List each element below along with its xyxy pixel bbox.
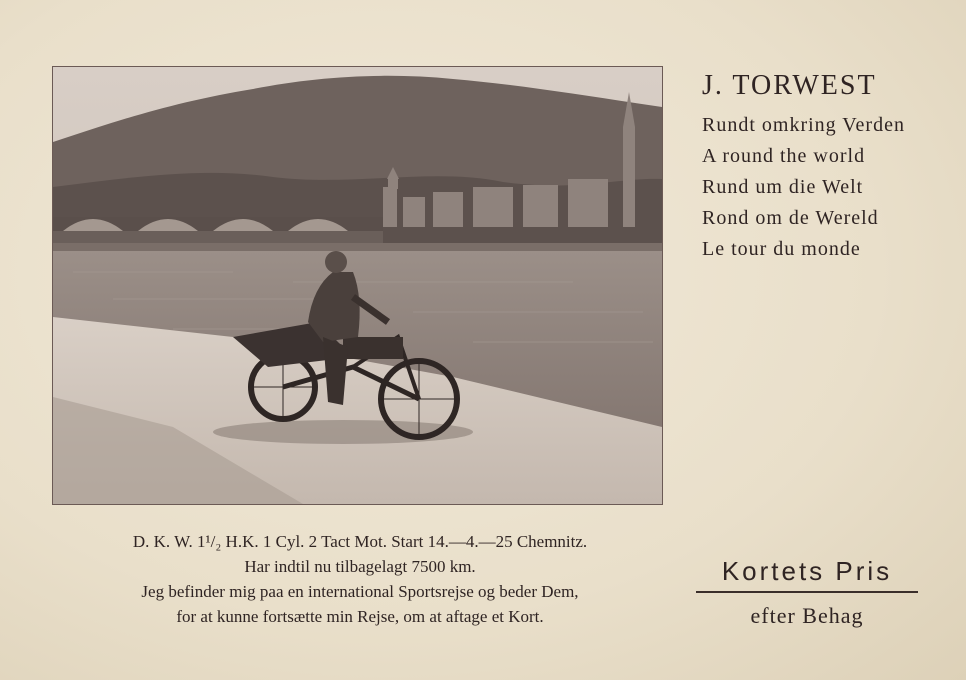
tagline-english: A round the world xyxy=(702,145,866,167)
photo-illustration xyxy=(53,67,662,504)
tagline-dutch: Rond om de Wereld xyxy=(702,207,879,229)
traveler-name: J. TORWEST xyxy=(702,70,877,101)
caption-line: Har indtil nu tilbagelagt 7500 km. xyxy=(244,557,476,576)
caption-line: D. K. W. 1¹/₂ H.K. 1 Cyl. 2 Tact Mot. Start 14.—4.—25 Chemnitz. xyxy=(132,532,588,551)
motorcycle-photo xyxy=(52,66,663,505)
tagline-german: Rund um die Welt xyxy=(702,176,864,198)
bridge xyxy=(53,217,383,245)
rider-head xyxy=(325,251,347,273)
title-block xyxy=(696,70,926,265)
price-block xyxy=(696,556,918,629)
tagline-french: Le tour du monde xyxy=(702,238,861,260)
price-title: Kortets Pris xyxy=(696,556,918,593)
caption-line: Jeg befinder mig paa en international Sportsrejse og beder Dem, xyxy=(141,582,579,601)
caption-line: for at kunne fortsætte min Rejse, om at aftage et Kort. xyxy=(176,607,544,626)
caption-block xyxy=(40,529,680,629)
tagline-norwegian: Rundt omkring Verden xyxy=(702,114,905,136)
price-subtitle: efter Behag xyxy=(750,603,864,628)
